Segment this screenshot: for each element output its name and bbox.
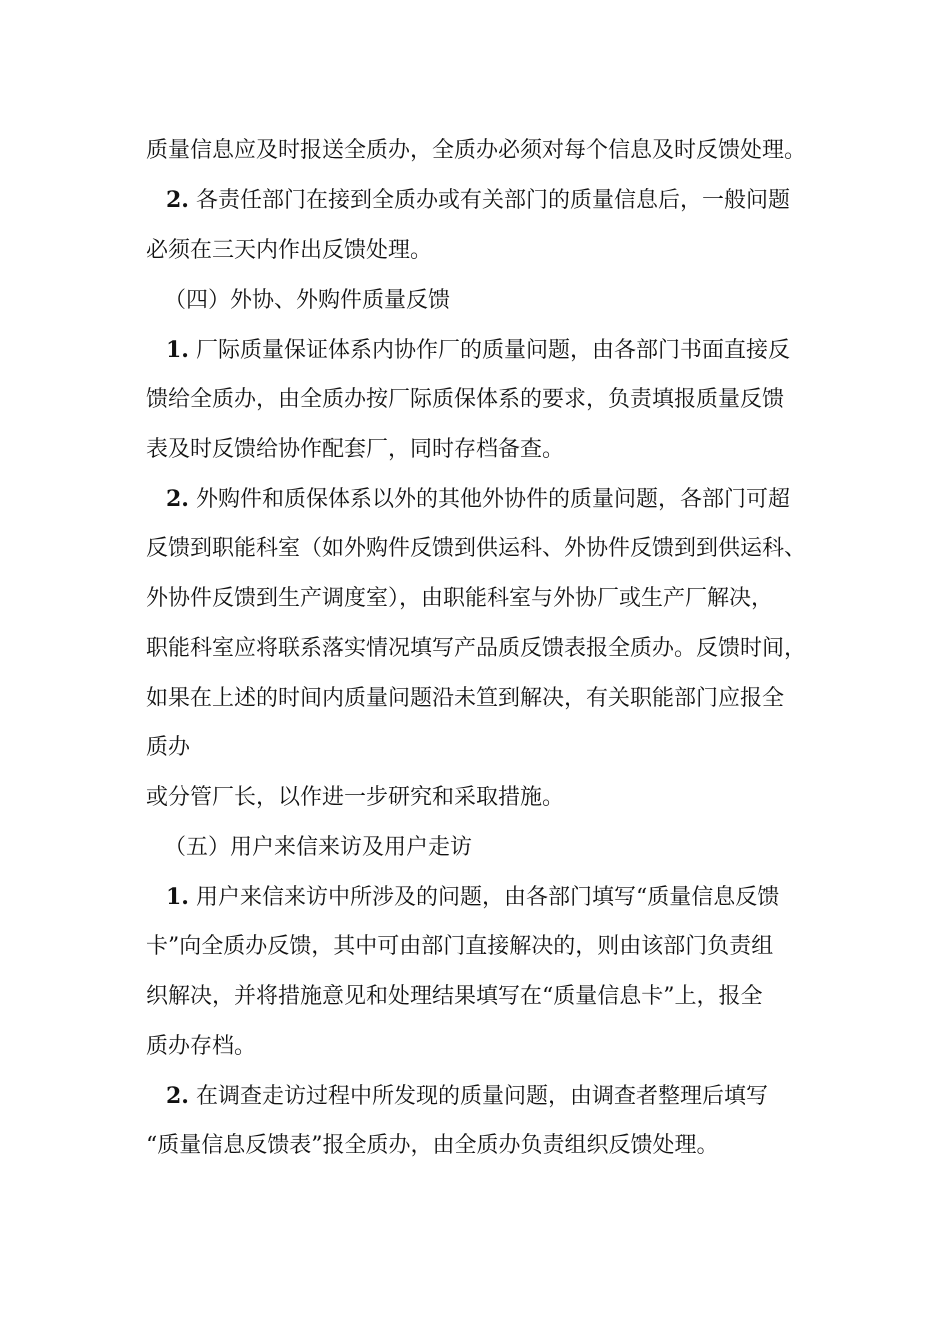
paragraph-line-9: [146, 534, 806, 564]
paragraph-line-19: [146, 1032, 256, 1062]
line-text: 必须在三天内作出反馈处理。: [146, 238, 433, 263]
line-text: 如果在上述的时间内质量问题沿未笪到解决，有关职能部门应报全: [146, 686, 785, 711]
line-text: 反馈到职能科室（如外购件反馈到供运科、外协件反馈到到供运科、: [146, 536, 807, 561]
paragraph-line-1: [146, 136, 806, 166]
line-text: “质量信息反馈表”报全质办，由全质办负责组织反馈处理。: [146, 1133, 719, 1158]
paragraph-line-5: [166, 335, 790, 366]
paragraph-line-3: [146, 236, 432, 266]
paragraph-line-7: [146, 435, 564, 465]
section-heading-4: [164, 286, 450, 316]
line-text: 各责任部门在接到全质办或有关部门的质量信息后，一般问题: [195, 188, 790, 213]
paragraph-line-2: [166, 185, 790, 216]
paragraph-line-13: [146, 733, 190, 763]
paragraph-line-20: [166, 1081, 768, 1112]
line-text: 或分管厂长，以作进一步研究和采取措施。: [146, 785, 565, 810]
paragraph-line-18: [146, 982, 763, 1012]
paragraph-line-8: [166, 484, 790, 515]
heading-text: （五）用户来信来访及用户走访: [164, 835, 473, 860]
paragraph-line-6: [146, 385, 784, 415]
line-text: 用户来信来访中所涉及的问题，由各部门填写“质量信息反馈: [195, 885, 780, 910]
item-number: 2.: [166, 1083, 189, 1109]
paragraph-line-21: [146, 1131, 719, 1161]
paragraph-line-11: [146, 634, 806, 664]
line-text: 卡”向全质办反馈，其中可由部门直接解决的，则由该部门负责组: [146, 934, 774, 959]
paragraph-line-10: [146, 584, 773, 614]
line-text: 厂际质量保证体系内协作厂的质量问题，由各部门书面直接反: [195, 338, 790, 363]
item-number: 1.: [166, 337, 189, 363]
line-text: 表及时反馈给协作配套厂，同时存档备查。: [146, 437, 565, 462]
line-text: 质量信息应及时报送全质办，全质办必须对每个信息及时反馈处理。: [146, 138, 807, 163]
paragraph-line-16: [166, 882, 779, 913]
line-text: 质办存档。: [146, 1034, 257, 1059]
line-text: 织解决，并将措施意见和处理结果填写在“质量信息卡”上，报全: [146, 984, 763, 1009]
heading-text: （四）外协、外购件质量反馈: [164, 288, 451, 313]
item-number: 2.: [166, 187, 189, 213]
line-text: 在调查走访过程中所发现的质量问题，由调查者整理后填写: [195, 1084, 768, 1109]
paragraph-line-17: [146, 932, 773, 962]
item-number: 2.: [166, 486, 189, 512]
item-number: 1.: [166, 884, 189, 910]
line-text: 外购件和质保体系以外的其他外协件的质量问题，各部门可超: [195, 487, 790, 512]
section-heading-15: [164, 833, 472, 863]
line-text: 职能科室应将联系落实情况填写产品质反馈表报全质办。反馈时间，: [146, 636, 807, 661]
line-text: 馈给全质办，由全质办按厂际质保体系的要求，负责填报质量反馈: [146, 387, 785, 412]
paragraph-line-12: [146, 684, 784, 714]
line-text: 质办: [146, 735, 191, 760]
paragraph-line-14: [146, 783, 564, 813]
line-text: 外协件反馈到生产调度室），由职能科室与外协厂或生产厂解决，: [146, 586, 774, 611]
